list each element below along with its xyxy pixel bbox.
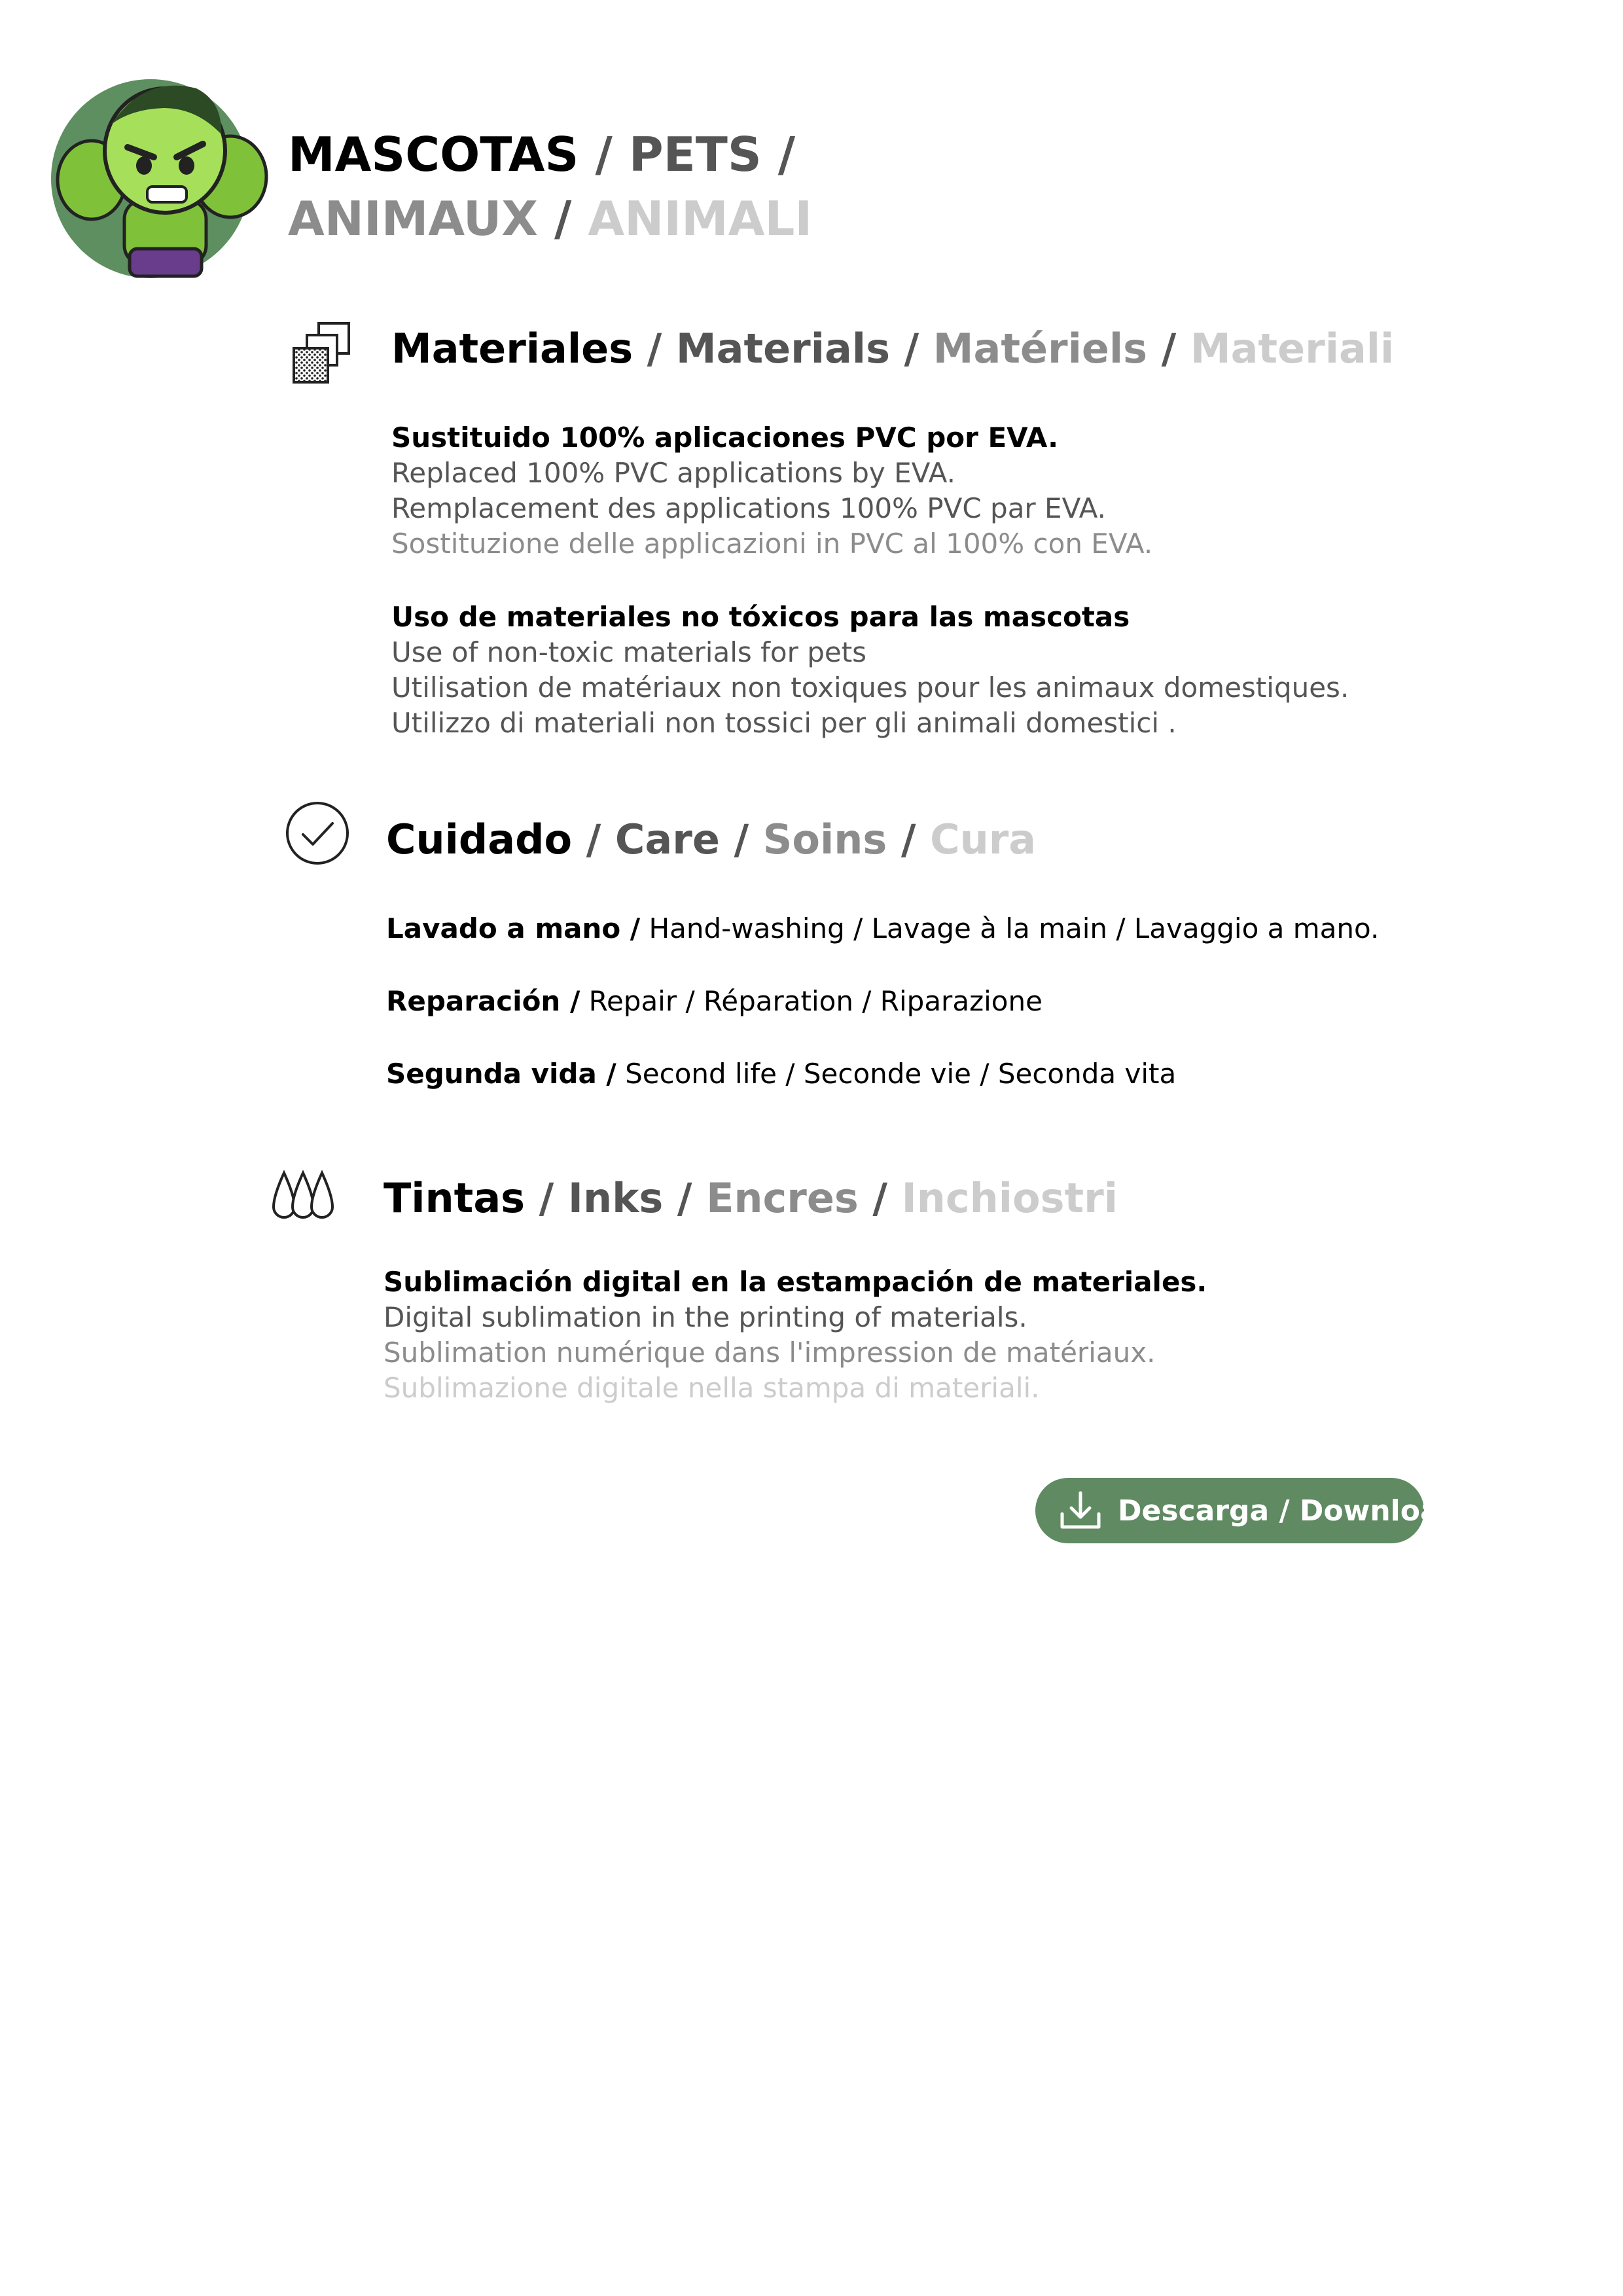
care-item-label: Lavado a mano / — [386, 912, 641, 944]
inks-text-en: Digital sublimation in the printing of materials. — [383, 1301, 1027, 1333]
materials-heading — [391, 325, 1395, 372]
heading-word: Cura — [930, 816, 1037, 863]
title-word: ANIMALI — [588, 191, 813, 246]
heading-separator: / — [719, 816, 763, 863]
care-item — [386, 1060, 1176, 1088]
materials-text-en: Use of non-toxic materials for pets — [391, 636, 867, 668]
care-item-label: Segunda vida / — [386, 1058, 616, 1090]
heading-word: Soins — [762, 816, 887, 863]
materials-text-es: Uso de materiales no tóxicos para las mascotas — [391, 601, 1130, 633]
page-title-line-2 — [288, 191, 813, 246]
heading-word: Inchiostri — [901, 1174, 1118, 1222]
care-item-text: Second life / Seconde vie / Seconda vita — [616, 1058, 1177, 1090]
heading-word: Inks — [567, 1174, 664, 1222]
title-word: ANIMAUX — [288, 191, 538, 246]
materials-text-it: Utilizzo di materiali non tossici per gli animali domestici . — [391, 707, 1177, 739]
download-label: Descarga / Download — [1118, 1494, 1461, 1528]
inks-heading — [383, 1174, 1118, 1222]
title-word: PETS — [628, 127, 762, 182]
materials-text-en: Replaced 100% PVC applications by EVA. — [391, 457, 956, 489]
materials-text-fr: Utilisation de matériaux non toxiques pour les animaux domestiques. — [391, 672, 1349, 704]
care-item-text: Repair / Réparation / Riparazione — [580, 985, 1043, 1017]
download-icon — [1059, 1490, 1102, 1531]
care-heading — [386, 816, 1037, 863]
heading-word: Encres — [706, 1174, 859, 1222]
title-separator: / — [579, 127, 629, 182]
ink-drops-icon — [267, 1166, 339, 1229]
care-item — [386, 985, 1043, 1017]
materials-text-it: Sostituzione delle applicazioni in PVC al 100% con EVA. — [391, 528, 1153, 560]
heading-separator: / — [633, 325, 676, 372]
heading-word: Materials — [675, 325, 890, 372]
title-separator: / — [761, 127, 796, 182]
heading-separator: / — [663, 1174, 707, 1222]
heading-separator: / — [525, 1174, 568, 1222]
heading-word: Tintas — [383, 1174, 526, 1222]
heading-separator: / — [572, 816, 615, 863]
heading-word: Cuidado — [386, 816, 573, 863]
care-item — [386, 912, 1380, 944]
heading-word: Matériels — [933, 325, 1148, 372]
inks-text-fr: Sublimation numérique dans l'impression de matériaux. — [383, 1336, 1156, 1369]
heading-word: Care — [615, 816, 720, 863]
title-separator: / — [537, 191, 588, 246]
heading-separator: / — [858, 1174, 902, 1222]
download-button[interactable] — [1035, 1478, 1461, 1543]
heading-word: Materiali — [1190, 325, 1395, 372]
heading-word: Materiales — [391, 325, 633, 372]
title-word: MASCOTAS — [288, 127, 579, 182]
page-title — [288, 127, 796, 182]
inks-text-it: Sublimazione digitale nella stampa di materiali. — [383, 1372, 1040, 1404]
materials-text-fr: Remplacement des applications 100% PVC par EVA. — [391, 492, 1106, 524]
care-item-text: Hand-washing / Lavage à la main / Lavaggio a mano. — [640, 912, 1380, 944]
heading-separator: / — [887, 816, 931, 863]
stacked-fabric-icon — [285, 314, 357, 386]
inks-text-es: Sublimación digital en la estampación de materiales. — [383, 1266, 1207, 1298]
care-item-label: Reparación / — [386, 985, 580, 1017]
materials-text-es: Sustituido 100% aplicaciones PVC por EVA. — [391, 422, 1059, 454]
check-circle-icon — [281, 797, 353, 869]
hulk-mascot-icon — [46, 62, 275, 281]
heading-separator: / — [1147, 325, 1190, 372]
heading-separator: / — [889, 325, 933, 372]
